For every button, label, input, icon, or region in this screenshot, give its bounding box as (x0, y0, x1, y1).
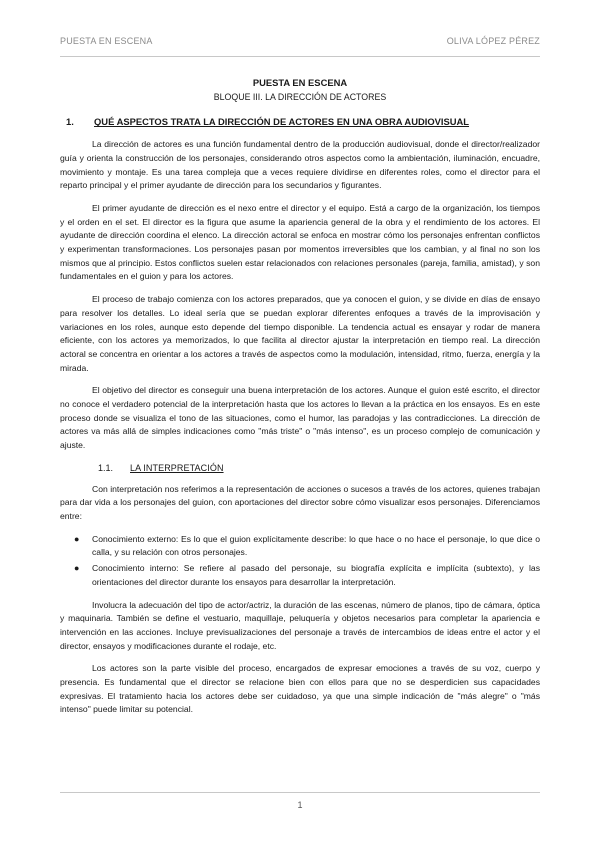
subsection-heading (60, 462, 540, 476)
paragraph: El primer ayudante de dirección es el nexo entre el director y el equipo. Está a cargo de la organización, los tiempos y el orden en el set. El director es la figura que asume la apariencia general de la obra y el rendimiento de los actores. El ayudante de dirección coordina el elenco. La dirección actoral se enfoca en mostrar cómo los personajes enfrentan conflictos y experimentan transformaciones. Los personajes pasan por momentos irreversibles que los cambian, y al final no son los mismos que al principio. Estos conflictos suelen estar relacionados con relaciones personales (pareja, familia, amistad), y son fundamentales en el guion y para los actores. (60, 202, 540, 282)
list-item-text: Conocimiento interno: Se refiere al pasado del personaje, su biografía explícita e implícita (subtexto), y las orientaciones del director durante los ensayos para desarrollar la interpretación. (92, 563, 540, 587)
section-heading (60, 115, 540, 129)
list-item-text: Conocimiento externo: Es lo que el guion explícitamente describe: lo que hace o no hace el personaje, lo que dice o calla, y su relación con otros personajes. (92, 533, 540, 558)
paragraph: La dirección de actores es una función fundamental dentro de la producción audiovisual, donde el director/realizador guía y orienta la construcción de los personajes, considerando otros aspectos como la ambientación, iluminación, encuadre, movimiento y montaje. Es una tarea compleja que a veces requiere dividirse en diferentes roles, como el director para el reparto principal y el primer ayudante de dirección para los secundarios y figurantes. (60, 139, 540, 191)
header-author-name: OLIVA LÓPEZ PÉREZ (446, 36, 540, 46)
bullet-list (60, 533, 540, 590)
subsection-title: LA INTERPRETACIÓN (130, 462, 224, 473)
list-item (60, 533, 540, 560)
footer-divider (60, 792, 540, 793)
header-course-name: PUESTA EN ESCENA (60, 36, 153, 46)
running-header (60, 36, 540, 50)
paragraph: El objetivo del director es conseguir una buena interpretación de los actores. Aunque el guion esté escrito, el director no conoce el verdadero potencial de la interpretación hasta que los actores lo llevan a la práctica en los ensayos. Es en este proceso donde se visualiza el tono de las situaciones, como el humor, las paradojas y las contradicciones. La dirección de actores va más allá de simples indicaciones como "más triste" o "más intenso", es un proceso complejo de comunicación y ajuste. (60, 385, 540, 451)
bullet-icon: ● (74, 533, 80, 544)
paragraph: Los actores son la parte visible del proceso, encargados de expresar emociones a través de su voz, cuerpo y presencia. Es fundamental que el director se relacione bien con ellos para que no se desperdicien sus capacidades expresivas. El tratamiento hacia los actores debe ser cuidadoso, ya que una simple indicación de "más alegre" o "más intenso" puede limitar su potencial. (60, 663, 540, 715)
document-subtitle: BLOQUE III. LA DIRECCIÓN DE ACTORES (213, 91, 387, 102)
section-number: 1. (66, 116, 74, 128)
paragraph: Con interpretación nos referimos a la representación de acciones o sucesos a través de los actores, quienes trabajan para dar vida a los personajes del guion, con aportaciones del director sobre cómo visualizar esos personajes. Diferenciamos entre: (60, 483, 540, 521)
bullet-icon: ● (74, 563, 80, 574)
list-item (60, 562, 540, 589)
page-number: 1 (297, 800, 303, 810)
paragraph: El proceso de trabajo comienza con los actores preparados, que ya conocen el guion, y se divide en días de ensayo para resolver los detalles. Lo ideal sería que se puedan explorar diferentes enfoques a través de la improvisación y variaciones en los roles, aunque esto depende del tiempo disponible. La tendencia actual es ensayar y rodar de manera eficiente, con los actores ya memorizados, lo que facilita al director ajustar la interpretación en tiempo real. La dirección actoral se concentra en orientar a los actores a través de aspectos como la modulación, intensidad, ritmo, fuerza, energía y la mirada. (60, 294, 540, 373)
document-body (60, 76, 540, 726)
paragraph: Involucra la adecuación del tipo de actor/actriz, la duración de las escenas, número de planos, tipo de cámara, óptica y maquinaria. También se define el vestuario, maquillaje, peluquería y objetos necesarios para completar la apariencia e intervención en las acciones. Incluye previsualizaciones del personaje a través de intercambios de ideas entre el actor y el director, ensayos y modificaciones durante el rodaje, etc. (60, 599, 540, 651)
header-divider (60, 56, 540, 57)
document-title: PUESTA EN ESCENA (252, 77, 348, 88)
section-title: QUÉ ASPECTOS TRATA LA DIRECCIÓN DE ACTORES EN UNA OBRA AUDIOVISUAL (94, 116, 470, 128)
subsection-number: 1.1. (98, 462, 114, 473)
